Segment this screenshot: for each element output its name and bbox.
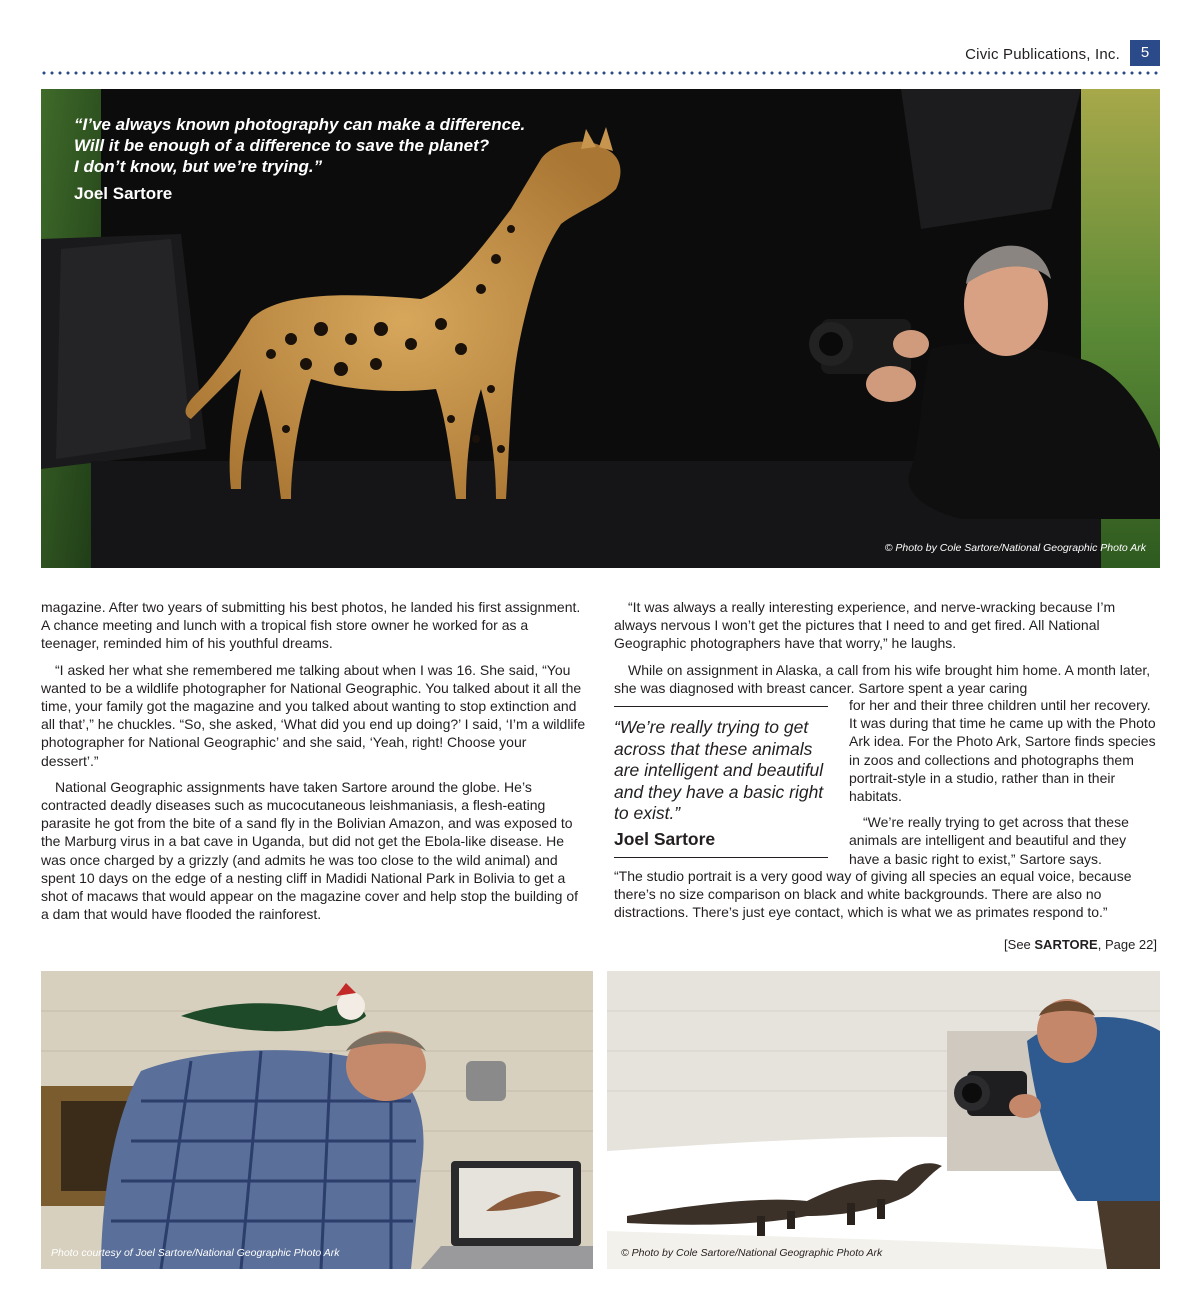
hero-photo bbox=[41, 89, 1160, 568]
article-right-column-bottom bbox=[614, 867, 1160, 930]
pull-quote-text: “We’re really trying to get across that these animals are intelligent and beautiful and they have a basic right to exist.” bbox=[614, 717, 824, 823]
hero-quote-author: Joel Sartore bbox=[74, 184, 173, 203]
publisher-name: Civic Publications, Inc. bbox=[965, 46, 1120, 63]
continued-reference bbox=[1004, 937, 1157, 952]
pull-quote-box bbox=[614, 706, 828, 858]
photo-laptop-bird-illustration bbox=[41, 971, 593, 1269]
article-paragraph: for her and their three children until her recovery. It was during that time he came up with the Photo Ark idea. For the Photo Ark, Sartore finds species in zoos and collections and photographs them portrait-style in a studio, rather than in their habitats. bbox=[849, 697, 1156, 805]
continued-suffix: , Page 22] bbox=[1097, 937, 1157, 952]
photo-right-credit: © Photo by Cole Sartore/National Geographic Photo Ark bbox=[621, 1247, 883, 1259]
dotted-divider bbox=[40, 71, 1160, 75]
article-paragraph: National Geographic assignments have taken Sartore around the globe. He’s contracted deadly diseases such as mucocutaneous leishmaniasis, a flesh-eating parasite he got from the bite of a sand fly in the Bolivian Amazon, and was exposed to the Marburg virus in a bat cave in Uganda, but did not get the Ebola-like disease. He was once charged by a grizzly (and admits he was too close to the wild animal) and spent 10 days on the edge of a nesting cliff in Madidi National Park in Bolivia to get a shot of macaws that would appear on the magazine cover and help stop the building of a dam that would have flooded the rainforest. bbox=[41, 778, 579, 923]
hero-quote-line: Will it be enough of a difference to save the planet? bbox=[74, 136, 490, 155]
article-paragraph: magazine. After two years of submitting his best photos, he landed his first assignment. A chance meeting and lunch with a tropical fish store owner he worked for as a teenager, reminded him of his youthful dreams. bbox=[41, 599, 581, 652]
hero-quote-line: I don’t know, but we’re trying.” bbox=[74, 157, 323, 176]
photo-laptop-bird bbox=[41, 971, 593, 1269]
photo-left-credit: Photo courtesy of Joel Sartore/National Geographic Photo Ark bbox=[51, 1247, 340, 1259]
hero-quote bbox=[74, 114, 594, 177]
photo-crocodile bbox=[607, 971, 1160, 1269]
article-paragraph: “The studio portrait is a very good way of giving all species an equal voice, because there’s no size comparison on black and white backgrounds. There are also no distractions. There’s just eye contact, which is what we as primates respond to.” bbox=[614, 868, 1132, 921]
hero-quote-line: “I’ve always known photography can make a difference. bbox=[74, 115, 526, 134]
hero-photo-credit: © Photo by Cole Sartore/National Geographic Photo Ark bbox=[884, 542, 1146, 554]
continued-name: SARTORE bbox=[1034, 937, 1098, 952]
article-right-wrap-column bbox=[849, 696, 1160, 876]
pull-quote-author: Joel Sartore bbox=[614, 828, 716, 849]
photo-crocodile-illustration bbox=[607, 971, 1160, 1269]
page-header bbox=[40, 38, 1160, 68]
article-paragraph: “We’re really trying to get across that these animals are intelligent and beautiful and they have a basic right to exist,” Sartore says. bbox=[849, 814, 1129, 867]
article-paragraph: “I asked her what she remembered me talking about when I was 16. She said, “You wanted to be a wildlife photographer for National Geographic. You talked about it all the time, your family got the magazine and you talked about wanting to stop extinction and all that’,” he chuckles. “So, she asked, ‘What did you end up doing?’ I said, ‘I’m a wildlife photographer for National Geographic’ and she said, ‘Yeah, right! Choose your dessert’.” bbox=[41, 661, 586, 769]
article-left-column bbox=[41, 598, 586, 931]
continued-prefix: [See bbox=[1004, 937, 1035, 952]
article-right-column bbox=[614, 598, 1160, 705]
article-paragraph: “It was always a really interesting experience, and nerve-wracking because I’m always nervous I won’t get the pictures that I need to and get fired. All National Geographic photographers have that worry,” he laughs. bbox=[614, 599, 1116, 652]
page-number: 5 bbox=[1130, 40, 1160, 66]
article-paragraph: While on assignment in Alaska, a call from his wife brought him home. A month later, she was diagnosed with breast cancer. Sartore spent a year caring bbox=[614, 661, 1151, 696]
